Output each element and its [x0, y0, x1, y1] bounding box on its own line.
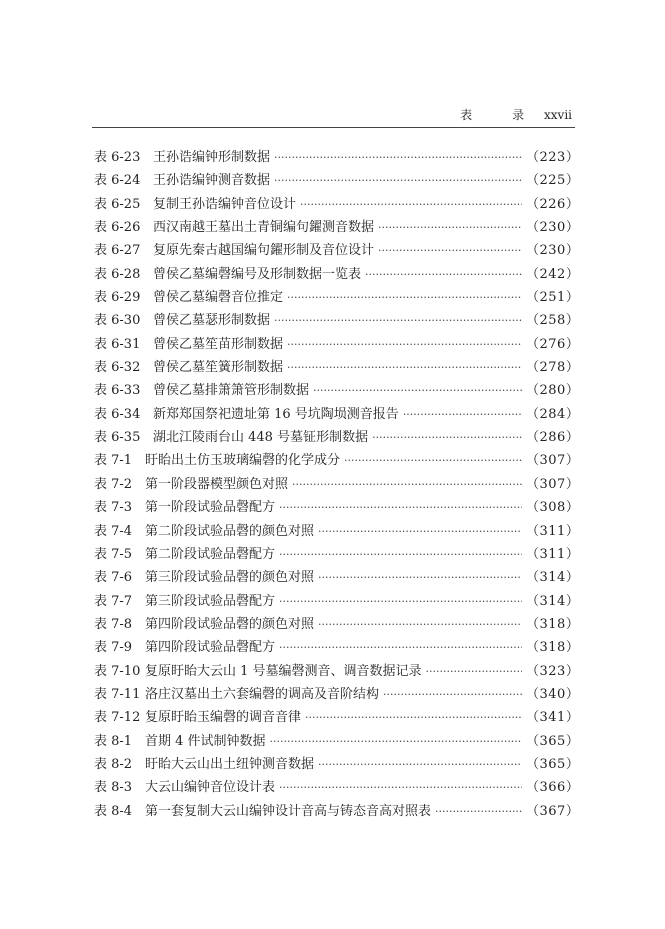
toc-entry-page: （278）: [526, 360, 580, 376]
dot-leader: [344, 454, 522, 467]
toc-entry[interactable]: [94, 613, 580, 636]
toc-entry-title: 曾侯乙墓笙簧形制数据: [153, 360, 284, 376]
toc-entry-number: 表 8-1: [94, 733, 133, 749]
toc-entry-number: 表 6-23: [94, 150, 141, 165]
toc-entry-page: （286）: [526, 430, 580, 446]
toc-entry-page: （284）: [526, 406, 580, 422]
toc-entry-number: 表 6-34: [94, 406, 141, 422]
toc-entry-page: （230）: [526, 220, 580, 236]
toc-entry[interactable]: [94, 216, 580, 239]
toc-entry-title: 王孙诰编钟形制数据: [153, 150, 271, 165]
dot-leader: [274, 151, 522, 164]
dot-leader: [270, 735, 522, 748]
toc-entry-page: （318）: [526, 640, 580, 656]
toc-entry-title: 洛庄汉墓出土六套编磬的调高及音阶结构: [145, 686, 380, 702]
toc-entry-title: 曾侯乙墓瑟形制数据: [153, 313, 271, 329]
toc-entry[interactable]: [94, 449, 580, 472]
running-head: [460, 106, 572, 123]
toc-entry[interactable]: [94, 403, 580, 426]
toc-entry-number: 表 6-28: [94, 266, 141, 282]
toc-entry-page: （340）: [526, 686, 580, 702]
toc-entry-title: 第一阶段试验品磬配方: [145, 500, 276, 516]
toc-entry-number: 表 7-3: [94, 500, 133, 516]
toc-entry-number: 表 7-2: [94, 476, 133, 492]
toc-entry-title: 复制王孙诰编钟音位设计: [153, 196, 297, 212]
dot-leader: [279, 501, 522, 514]
toc-entry-page: （323）: [526, 663, 580, 679]
dot-leader: [274, 174, 522, 187]
toc-entry-title: 曾侯乙墓笙苗形制数据: [153, 336, 284, 352]
toc-entry-page: （223）: [526, 150, 580, 165]
toc-entry[interactable]: [94, 706, 580, 729]
toc-entry-page: （226）: [526, 196, 580, 212]
dot-leader: [383, 688, 522, 701]
toc-entry-number: 表 6-30: [94, 313, 141, 329]
toc-entry[interactable]: [94, 263, 580, 286]
dot-leader: [378, 244, 522, 257]
dot-leader: [372, 431, 522, 444]
toc-entry[interactable]: [94, 683, 580, 706]
toc-entry-title: 第三阶段试验品磬的颜色对照: [145, 570, 315, 586]
toc-entry-page: （251）: [526, 290, 580, 306]
toc-entry-title: 第四阶段试验品磬的颜色对照: [145, 616, 315, 632]
toc-entry[interactable]: [94, 543, 580, 566]
toc-entry-number: 表 8-4: [94, 803, 133, 819]
toc-entry-title: 曾侯乙墓排箫箫管形制数据: [153, 383, 310, 399]
toc-entry-page: （307）: [526, 476, 580, 492]
toc-entry-title: 第二阶段试验品磬的颜色对照: [145, 523, 315, 539]
toc-entry-title: 第一套复制大云山编钟设计音高与铸态音高对照表: [145, 803, 432, 819]
toc-entry-title: 盱眙出土仿玉玻璃编磬的化学成分: [145, 453, 341, 469]
toc-entry-number: 表 6-25: [94, 196, 141, 212]
toc-entry-title: 新郑郑国祭祀遗址第 16 号坑陶埙测音报告: [153, 406, 399, 422]
toc-entry-number: 表 6-32: [94, 360, 141, 376]
toc-entry-page: （314）: [526, 593, 580, 609]
dot-leader: [305, 711, 522, 724]
toc-entry-number: 表 7-7: [94, 593, 133, 609]
toc-entry-page: （225）: [526, 173, 580, 189]
dot-leader: [279, 781, 522, 794]
toc-entry-title: 复原盱眙玉编磬的调音音律: [145, 710, 302, 726]
toc-entry-page: （314）: [526, 570, 580, 586]
toc-entry-number: 表 6-27: [94, 243, 141, 259]
toc-entry[interactable]: [94, 309, 580, 332]
dot-leader: [279, 641, 522, 654]
running-head-title: 表 录: [460, 108, 539, 122]
dot-leader: [274, 314, 522, 327]
toc-entry[interactable]: [94, 333, 580, 356]
toc-entry-page: （311）: [526, 523, 580, 539]
toc-entry-page: （280）: [526, 383, 580, 399]
header-rule: [92, 127, 575, 128]
toc-entry-title: 曾侯乙墓编磬音位推定: [153, 290, 284, 306]
dot-leader: [292, 478, 522, 491]
dot-leader: [313, 384, 522, 397]
dot-leader: [318, 618, 522, 631]
toc-entry[interactable]: [94, 356, 580, 379]
toc-entry-page: （307）: [526, 453, 580, 469]
dot-leader: [279, 595, 522, 608]
toc-entry-number: 表 7-5: [94, 546, 133, 562]
toc-entry-title: 盱眙大云山出土纽钟测音数据: [145, 756, 315, 772]
toc-entry-title: 复原盱眙大云山 1 号墓编磬测音、调音数据记录: [145, 663, 422, 679]
toc-entry[interactable]: [94, 286, 580, 309]
toc-entry-title: 湖北江陵雨台山 448 号墓钲形制数据: [153, 430, 369, 446]
toc-entry-title: 第四阶段试验品磬配方: [145, 640, 276, 656]
dot-leader: [318, 571, 522, 584]
dot-leader: [365, 268, 522, 281]
toc-entry[interactable]: [94, 496, 580, 519]
toc-entry[interactable]: [94, 379, 580, 402]
toc-entry-page: （341）: [526, 710, 580, 726]
toc-entry-number: 表 7-4: [94, 523, 133, 539]
toc-entry[interactable]: [94, 426, 580, 449]
toc-entry-title: 西汉南越王墓出土青铜编句鑃测音数据: [153, 220, 375, 236]
toc-entry-number: 表 7-12: [94, 710, 141, 726]
toc-entry[interactable]: [94, 566, 580, 589]
dot-leader: [287, 338, 522, 351]
toc-entry-page: （242）: [526, 266, 580, 282]
toc-entry-number: 表 6-29: [94, 290, 141, 306]
toc-entry[interactable]: [94, 193, 580, 216]
toc-entry-title: 曾侯乙墓编磬编号及形制数据一览表: [153, 266, 362, 282]
toc-entry-page: （365）: [526, 756, 580, 772]
toc-entry[interactable]: [94, 590, 580, 613]
toc-entry-title: 王孙诰编钟测音数据: [153, 173, 271, 189]
toc-entry[interactable]: [94, 473, 580, 496]
table-list: [94, 146, 580, 823]
toc-entry-number: 表 7-9: [94, 640, 133, 656]
toc-entry-page: （308）: [526, 500, 580, 516]
dot-leader: [300, 198, 522, 211]
toc-entry-title: 第三阶段试验品磬配方: [145, 593, 276, 609]
toc-entry[interactable]: [94, 146, 580, 169]
toc-entry[interactable]: [94, 800, 580, 823]
toc-entry-page: （367）: [526, 803, 580, 819]
toc-entry[interactable]: [94, 239, 580, 262]
toc-entry-title: 大云山编钟音位设计表: [145, 780, 276, 796]
running-head-page-number: xxvii: [544, 108, 572, 122]
toc-entry-title: 首期 4 件试制钟数据: [145, 733, 266, 749]
toc-entry-number: 表 7-11: [94, 686, 141, 702]
toc-entry-page: （365）: [526, 733, 580, 749]
toc-entry-number: 表 6-26: [94, 220, 141, 236]
toc-entry[interactable]: [94, 776, 580, 799]
toc-entry[interactable]: [94, 660, 580, 683]
dot-leader: [318, 758, 522, 771]
toc-entry[interactable]: [94, 169, 580, 192]
toc-entry-number: 表 7-10: [94, 663, 141, 679]
toc-entry-number: 表 8-2: [94, 756, 133, 772]
dot-leader: [403, 408, 522, 421]
dot-leader: [426, 665, 522, 678]
toc-entry-page: （258）: [526, 313, 580, 329]
toc-entry-page: （230）: [526, 243, 580, 259]
toc-entry-number: 表 7-8: [94, 616, 133, 632]
toc-entry-page: （311）: [526, 546, 580, 562]
toc-entry[interactable]: [94, 753, 580, 776]
toc-entry-number: 表 6-31: [94, 336, 141, 352]
toc-entry-page: （276）: [526, 336, 580, 352]
dot-leader: [287, 291, 522, 304]
dot-leader: [318, 525, 522, 538]
toc-entry-number: 表 6-24: [94, 173, 141, 189]
dot-leader: [287, 361, 522, 374]
toc-entry-number: 表 6-35: [94, 430, 141, 446]
toc-entry[interactable]: [94, 520, 580, 543]
toc-entry-number: 表 8-3: [94, 780, 133, 796]
toc-entry-title: 复原先秦古越国编句鑃形制及音位设计: [153, 243, 375, 259]
toc-entry-page: （366）: [526, 780, 580, 796]
toc-entry-number: 表 7-1: [94, 453, 133, 469]
dot-leader: [279, 548, 522, 561]
toc-entry-title: 第二阶段试验品磬配方: [145, 546, 276, 562]
toc-entry-number: 表 6-33: [94, 383, 141, 399]
toc-entry-page: （318）: [526, 616, 580, 632]
toc-entry[interactable]: [94, 730, 580, 753]
dot-leader: [378, 221, 522, 234]
dot-leader: [435, 805, 522, 818]
toc-entry-number: 表 7-6: [94, 570, 133, 586]
toc-entry[interactable]: [94, 636, 580, 659]
toc-entry-title: 第一阶段器模型颜色对照: [145, 476, 289, 492]
